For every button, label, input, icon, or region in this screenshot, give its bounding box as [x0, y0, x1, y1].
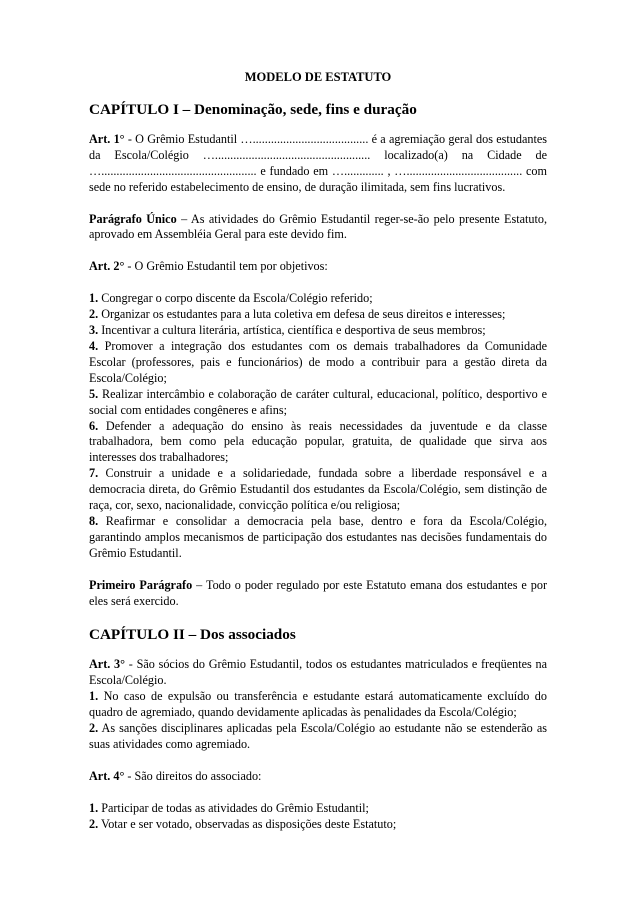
list-item-text: Participar de todas as atividades do Grêmio Estudantil;	[98, 800, 369, 815]
list-item-number: 8.	[89, 513, 99, 528]
list-item-text: No caso de expulsão ou transferência e estudante estará automaticamente excluído do quadro de agremiado, quando devidamente aplicadas às penalidades da Escola/Colégio;	[89, 689, 547, 720]
list-item	[89, 801, 547, 817]
article-3	[89, 657, 547, 689]
list-item	[89, 817, 547, 833]
list-item-text: Construir a unidade e a solidariedade, fundada sobre a liberdade responsável e a democracia direta, do Grêmio Estudantil dos estudantes da Escola/Colégio, sem distinção de raça, cor, sexo, nacionalidade, convicção política e/ou religiosa;	[89, 466, 547, 513]
paragrafo-unico	[89, 212, 547, 244]
chapter-2-heading: CAPÍTULO II – Dos associados	[89, 626, 296, 644]
list-item	[89, 721, 547, 753]
article-2	[89, 259, 547, 275]
list-item-number: 4.	[89, 338, 99, 353]
chapter-1-heading: CAPÍTULO I – Denominação, sede, fins e duração	[89, 100, 417, 118]
list-item-number: 2.	[89, 721, 99, 736]
primeiro-paragrafo	[89, 578, 547, 610]
primeiro-paragrafo-label: Primeiro Parágrafo	[89, 577, 193, 592]
list-item	[89, 307, 547, 323]
list-item	[89, 689, 547, 721]
list-item-text: Reafirmar e consolidar a democracia pela base, dentro e fora da Escola/Colégio, garantindo amplos mecanismos de participação dos estudantes nas decisões fundamentais do Grêmio Estudantil.	[89, 513, 547, 560]
document-title: MODELO DE ESTATUTO	[244, 70, 392, 84]
list-item-number: 3.	[89, 323, 99, 338]
list-item	[89, 291, 547, 307]
list-item	[89, 323, 547, 339]
rights-list	[89, 801, 547, 833]
objectives-list	[89, 291, 547, 561]
article-4-label: Art. 4°	[89, 768, 125, 783]
article-1-label: Art. 1°	[89, 131, 125, 146]
list-item	[89, 514, 547, 562]
article-2-text: - O Grêmio Estudantil tem por objetivos:	[124, 259, 328, 274]
list-item-number: 7.	[89, 466, 99, 481]
list-item-text: Defender a adequação do ensino às reais necessidades da juventude e da classe trabalhadora, bem como pela educação popular, gratuita, de qualidade que sirva aos interesses dos trabalhadores;	[89, 418, 547, 465]
list-item	[89, 466, 547, 514]
primeiro-paragrafo-text: – Todo o poder regulado por este Estatuto emana dos estudantes e por eles será exercido.	[89, 577, 547, 608]
list-item	[89, 419, 547, 467]
list-item-text: Organizar os estudantes para a luta coletiva em defesa de seus direitos e interesses;	[98, 307, 506, 322]
paragrafo-unico-text: – As atividades do Grêmio Estudantil reger-se-ão pelo presente Estatuto, aprovado em Assembléia Geral para este devido fim.	[89, 211, 547, 242]
list-item-number: 2.	[89, 307, 99, 322]
list-item	[89, 339, 547, 387]
list-item-text: As sanções disciplinares aplicadas pela Escola/Colégio ao estudante não se estenderão as suas atividades como agremiado.	[89, 721, 547, 751]
article-1	[89, 132, 547, 196]
paragrafo-unico-label: Parágrafo Único	[89, 211, 177, 226]
list-item-number: 1.	[89, 291, 99, 306]
article-4	[89, 769, 547, 785]
list-item-number: 2.	[89, 816, 99, 831]
article-3-label: Art. 3°	[89, 657, 126, 672]
list-item-text: Promover a integração dos estudantes com os demais trabalhadores da Comunidade Escolar (professores, pais e funcionários) de modo a contribuir para a gestão direta da Escola/Colégio;	[89, 338, 547, 385]
article-3-block	[89, 657, 547, 752]
article-2-label: Art. 2°	[89, 259, 125, 274]
list-item	[89, 387, 547, 419]
list-item-number: 1.	[89, 800, 99, 815]
list-item-number: 5.	[89, 386, 99, 401]
list-item-text: Realizar intercâmbio e colaboração de caráter cultural, educacional, político, desportivo e social com entidades congêneres e afins;	[89, 386, 547, 417]
list-item-number: 1.	[89, 689, 99, 704]
article-3-text: - São sócios do Grêmio Estudantil, todos os estudantes matriculados e freqüentes na Escola/Colégio.	[89, 657, 547, 688]
article-1-text: - O Grêmio Estudantil …...................................... é a agremiação geral dos estudantes da Escola/Colégio …................................................... localizado(a) na Cidade de …................................................... e fundado em …............. , …...................................... com sede no referido estabelecimento de ensino, de duração ilimitada, sem fins lucrativos.	[89, 131, 547, 194]
list-item-number: 6.	[89, 418, 99, 433]
list-item-text: Votar e ser votado, observadas as disposições deste Estatuto;	[98, 816, 397, 831]
document-page	[89, 70, 547, 833]
list-item-text: Incentivar a cultura literária, artística, científica e desportiva de seus membros;	[98, 323, 486, 338]
article-4-text: - São direitos do associado:	[124, 768, 262, 783]
list-item-text: Congregar o corpo discente da Escola/Colégio referido;	[98, 291, 373, 306]
